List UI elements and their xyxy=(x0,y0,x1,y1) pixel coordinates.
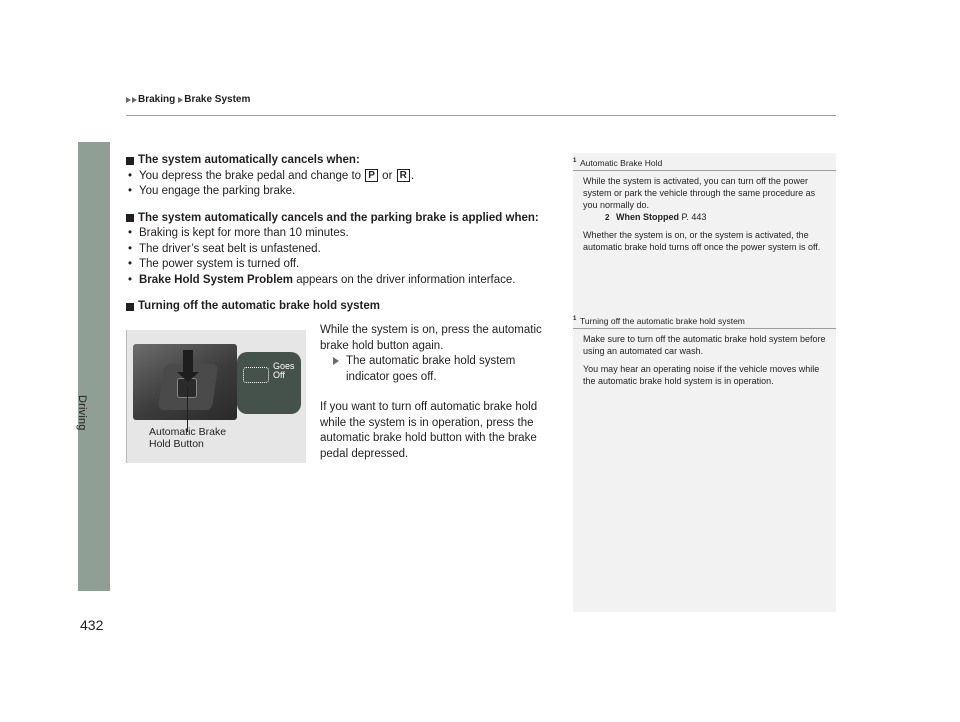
indicator-label-line: Off xyxy=(273,370,285,380)
section-heading-text: Turning off the automatic brake hold system xyxy=(138,300,380,312)
reference-page: P. 443 xyxy=(679,212,707,222)
list-item: • The power system is turned off. xyxy=(126,257,566,273)
result-text: The automatic brake hold system indicator goes off. xyxy=(346,355,516,383)
note-paragraph: You may hear an operating noise if the vehicle moves while the automatic brake hold system is in operation. xyxy=(583,364,820,386)
note-heading xyxy=(573,315,836,329)
list-item xyxy=(126,169,566,185)
paragraph: While the system is on, press the automatic brake hold button again. xyxy=(320,324,542,352)
section-heading-cancels-brake xyxy=(126,211,566,227)
section-heading-text: The system automatically cancels when: xyxy=(138,154,360,166)
cancels-list xyxy=(126,169,566,200)
note-heading xyxy=(573,157,836,171)
note-title: Turning off the automatic brake hold system xyxy=(580,316,745,326)
cross-reference[interactable] xyxy=(583,211,826,223)
list-item-text: You depress the brake pedal and change to xyxy=(139,169,362,182)
brake-hold-figure xyxy=(126,330,306,463)
reference-title: When Stopped xyxy=(616,212,679,222)
figure-caption xyxy=(149,426,226,450)
section-heading-turning-off xyxy=(126,299,566,315)
breadcrumb xyxy=(126,94,253,105)
page-number: 432 xyxy=(80,617,104,633)
figure-caption-line: Hold Button xyxy=(149,438,204,450)
chapter-tab xyxy=(78,142,110,591)
header-divider xyxy=(126,115,836,116)
note-paragraph: Whether the system is on, or the system is activated, the automatic brake hold turns off once the power system is off. xyxy=(583,230,821,252)
note-automatic-brake-hold xyxy=(573,157,836,259)
notes-column xyxy=(573,153,836,612)
gear-p-icon: P xyxy=(365,169,378,182)
breadcrumb-arrow-icon xyxy=(178,97,183,103)
list-item-text: . xyxy=(410,169,415,182)
breadcrumb-arrow-icon xyxy=(132,97,137,103)
paragraph: If you want to turn off automatic brake hold while the system is in operation, press the automatic brake hold button with the brake pedal depressed. xyxy=(320,401,538,460)
breadcrumb-brake-system[interactable]: Brake System xyxy=(184,94,251,105)
figure-caption-line: Automatic Brake xyxy=(149,426,227,438)
press-arrow-head-icon xyxy=(177,372,199,382)
result-line xyxy=(320,354,560,385)
breadcrumb-braking[interactable]: Braking xyxy=(138,94,176,105)
list-item: • Braking is kept for more than 10 minutes. xyxy=(126,226,566,242)
note-marker-icon: 1 xyxy=(573,158,577,164)
console-photo xyxy=(133,344,237,420)
indicator-off-icon xyxy=(243,367,269,383)
note-turning-off xyxy=(573,315,836,393)
note-title: Automatic Brake Hold xyxy=(580,158,663,168)
section-heading-cancels xyxy=(126,153,566,169)
note-paragraph: Make sure to turn off the automatic brake hold system before using an automated car wash. xyxy=(583,334,826,356)
section-square-icon xyxy=(126,157,134,165)
result-arrow-icon xyxy=(333,357,339,365)
reference-arrow-icon: 2 xyxy=(605,213,610,222)
list-item xyxy=(126,273,566,289)
indicator-label-line: Goes xyxy=(273,361,295,371)
list-item-text: appears on the driver information interface. xyxy=(293,273,516,286)
list-item-text: or xyxy=(382,169,393,182)
section-square-icon xyxy=(126,303,134,311)
note-body xyxy=(573,171,836,253)
section-heading-text: The system automatically cancels and the parking brake is applied when: xyxy=(138,211,539,224)
turning-off-text xyxy=(320,323,560,462)
list-item: • The driver’s seat belt is unfastened. xyxy=(126,242,566,258)
list-item: • You engage the parking brake. xyxy=(126,184,566,200)
breadcrumb-arrow-icon xyxy=(126,97,131,103)
indicator-panel xyxy=(237,352,301,414)
message-name: Brake Hold System Problem xyxy=(139,273,294,286)
indicator-label xyxy=(273,362,295,380)
gear-r-icon: R xyxy=(397,169,410,182)
section-square-icon xyxy=(126,214,134,222)
chapter-tab-label: Driving xyxy=(76,395,88,431)
main-content xyxy=(126,153,566,315)
cancels-brake-list xyxy=(126,226,566,288)
note-body xyxy=(573,329,836,387)
note-marker-icon: 1 xyxy=(573,316,577,322)
press-arrow-icon xyxy=(183,350,193,374)
note-paragraph: While the system is activated, you can turn off the power system or park the vehicle through the same procedure as you normally do. xyxy=(583,176,816,210)
